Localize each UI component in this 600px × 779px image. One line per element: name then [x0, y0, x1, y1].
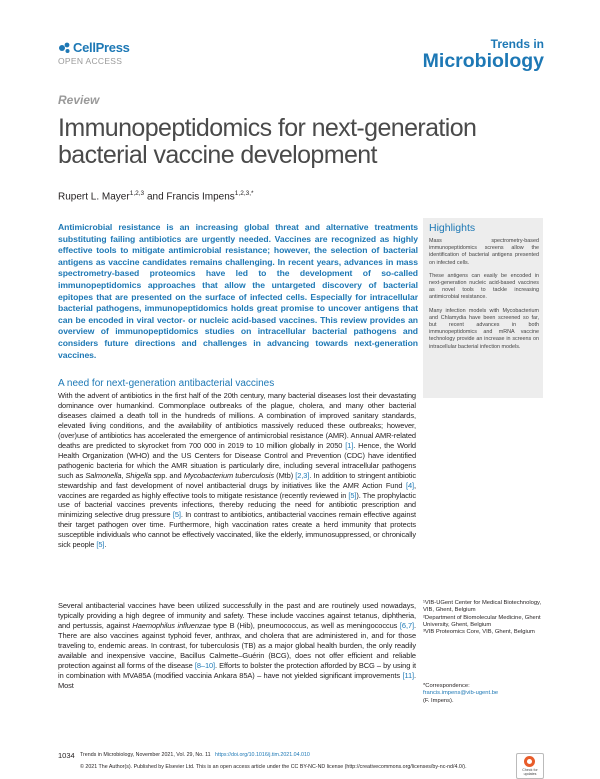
- page-number: 1034: [58, 751, 75, 760]
- citation-link[interactable]: [5]: [96, 540, 105, 550]
- author-list: [58, 190, 254, 202]
- correspondence-name: (F. Impens).: [423, 697, 454, 704]
- citation-link[interactable]: [5]: [348, 490, 357, 500]
- affiliation-item: ²Department of Biomolecular Medicine, Ghent University, Ghent, Belgium: [423, 614, 541, 628]
- journal-title-line1: Trends in: [490, 37, 544, 51]
- citation-link[interactable]: [8–10]: [194, 660, 216, 670]
- correspondence-email-link[interactable]: francis.impens@vib-ugent.be: [423, 690, 499, 697]
- affiliations: [423, 600, 543, 636]
- author-joiner: and: [144, 191, 167, 203]
- citation-link[interactable]: [1]: [345, 440, 354, 450]
- cellpress-logo: [58, 40, 138, 64]
- highlights-box: [423, 218, 543, 398]
- highlights-body: [429, 238, 539, 357]
- footer-citation: [80, 752, 310, 758]
- journal-title: [423, 38, 544, 72]
- highlight-item: These antigens can easily be encoded in next-generation nucleic acid-based vaccines as novel tools to tackle increasing antimicrobial resistance.: [429, 272, 539, 301]
- doi-link[interactable]: https://doi.org/10.1016/j.tim.2021.04.010: [215, 752, 310, 758]
- citation-link[interactable]: [6,7]: [399, 620, 414, 630]
- affiliation-item: ³VIB Proteomics Core, VIB, Ghent, Belgium: [423, 629, 535, 636]
- citation-link[interactable]: [4]: [405, 480, 414, 490]
- body-paragraph-1: With the advent of antibiotics in the first half of the 20th century, many bacterial diseases lost their devastating dominance over humankind. Commonplace outbreaks of the plague, cholera, and many other bacterial diseases claimed a death toll in the hundreds of millions. A combination of improved sanitary standards, elevated living conditions, and the availability of antibiotics massively reduced these outbreaks; however, (over)use of antibiotics has accelerated the emergence of antimicrobial resistance (AMR). Annual AMR-related deaths are predicted to skyrocket from 700 000 in 2019 to 10 million globally in 2050 [1]. Hence, the World Health Organization (WHO) and the US Centers for Disease Control and Prevention (CDC) have identified pathogenic bacteria for which the AMR situation is particularly dire, including several intracellular pathogens such as Salmonella, Shigella spp. and Mycobacterium tuberculosis (Mtb) [2,3]. In addition to stringent antibiotic stewardship and fast development of novel antibacterial drugs by initiatives like the AMR Action Fund [4], vaccines are regarded as highly effective tools to mitigate resistance (recently reviewed in [5]). The prophylactic use of bacterial vaccines prevents infections, thereby reducing the need for antibiotic prescription and minimizing selective drug pressure [5]. In contrast to antibiotics, antibacterial vaccines remain effective against their target pathogen over time. Furthermore, high vaccination rates create a herd immunity that protects susceptible individuals who cannot be effectively vaccinated, like the elderly, immunosuppressed, or chronically sick people [5].: [58, 391, 416, 550]
- author-name: Rupert L. Mayer: [58, 191, 130, 203]
- article-type: Review: [58, 93, 100, 107]
- cellpress-mark-icon: [58, 41, 72, 55]
- journal-title-line2: Microbiology: [422, 50, 544, 72]
- highlight-item: Mass spectrometry-based immunopeptidomics screens allow the identification of bacterial antigens presented on infected cells.: [429, 238, 539, 266]
- abstract: Antimicrobial resistance is an increasing global threat and alternative treatments substituting failing antibiotics are urgently needed. Vaccines are recognized as highly effective tools to mitigate antimicrobial resistance; however, the selection of bacterial antigens as vaccine candidates remains challenging. In recent years, advances in mass spectrometry-based proteomics have led to the development of so-called immunopeptidomics approaches that allow the untargeted discovery of bacterial epitopes that are presented on the surface of infected cells. Especially for intracellular bacterial pathogens, immunopeptidomics holds great promise to uncover antigens that can be encoded in viral vector- or nucleic acid-based vaccines. This review provides an overview of immunopeptidomics studies on intracellular bacterial pathogens and considers future directions and challenges in advancing towards next-generation vaccines.: [58, 222, 418, 360]
- author-affiliation-marks: 1,2,3,*: [234, 190, 254, 197]
- body-paragraph-2: Several antibacterial vaccines have been utilized successfully in the past and are routinely used nowadays, typically providing a high degree of immunity and safety. These include vaccines against tetanus, diphtheria, and pertussis, against Haemophilus influenzae type B (Hib), pneumococcus, as well as meningococcus [6,7]. There are also vaccines against typhoid fever, anthrax, and cholera that are administered in, and for those traveling to, endemic areas. In contrast, for tuberculosis (TB) as a major global health burden, the only readily available and inexpensive vaccine, Bacillus Calmette–Guérin (BCG), does not offer efficient and reliable protection against all forms of the disease [8–10]. Efforts to bolster the protection afforded by BCG – by using it in combination with MVA85A (modified vaccinia Ankara 85A) – have not yielded significant improvements [11]. Most: [58, 601, 416, 690]
- citation-link[interactable]: [11]: [402, 670, 414, 680]
- affiliation-item: ¹VIB-UGent Center for Medical Biotechnology, VIB, Ghent, Belgium: [423, 600, 542, 614]
- citation-link[interactable]: [5]: [172, 510, 181, 520]
- highlights-title: Highlights: [429, 222, 476, 234]
- check-for-updates-icon: [524, 756, 535, 767]
- article-title: Immunopeptidomics for next-generation bacterial vaccine development: [58, 114, 477, 169]
- footer-journal-info: Trends in Microbiology, November 2021, Vol. 29, No. 11: [80, 752, 211, 758]
- check-for-updates-label: Check for updates: [522, 768, 538, 776]
- correspondence: [423, 683, 543, 705]
- footer-copyright: © 2021 The Author(s). Published by Elsevier Ltd. This is an open access article under the CC BY-NC-ND license (http://creativecommons.org/licenses/by-nc-nd/4.0/).: [80, 764, 467, 770]
- author-affiliation-marks: 1,2,3: [129, 190, 145, 197]
- publisher-name: CellPress: [73, 40, 130, 55]
- section-heading: A need for next-generation antibacterial vaccines: [58, 378, 275, 389]
- author-name: Francis Impens: [166, 191, 235, 203]
- citation-link[interactable]: [2,3]: [295, 470, 310, 480]
- open-access-label: OPEN ACCESS: [58, 56, 123, 66]
- check-for-updates-badge[interactable]: [516, 753, 544, 779]
- correspondence-label: *Correspondence:: [423, 683, 470, 689]
- highlight-item: Many infection models with Mycobacterium and Chlamydia have been screened so far, but recent advances in both immunopeptidomics and mRNA vaccine technology provide an increase in screens on intracellular bacterial infection models.: [429, 307, 539, 350]
